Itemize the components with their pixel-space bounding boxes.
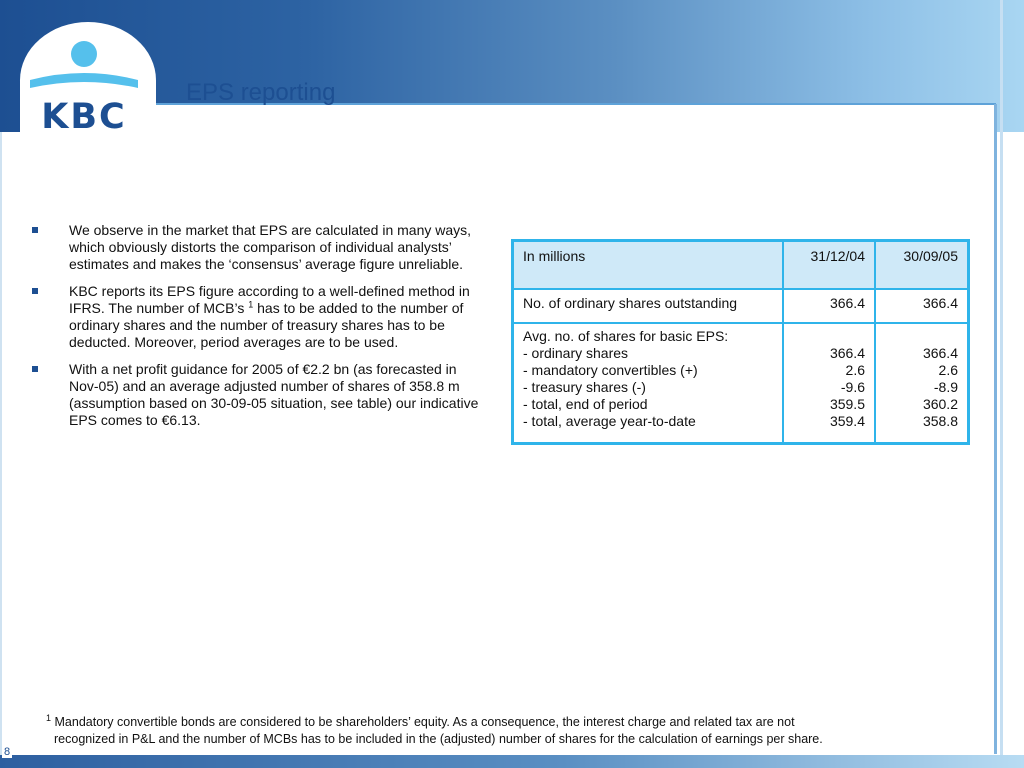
table-cell: 366.4: [783, 289, 875, 323]
row-label: No. of ordinary shares outstanding: [514, 289, 783, 323]
table-cell: -9.6: [840, 379, 865, 395]
bullet-text: With a net profit guidance for 2005 of €2.2 bn (as forecasted in Nov-05) and an average adjusted number of shares of 358.8 m (assumption based on 30-09-05 situation, see table) our indicative EPS comes to €6.13.: [69, 361, 479, 428]
column-header: 31/12/04: [783, 242, 875, 289]
table-cell: [793, 328, 865, 345]
shares-table: [511, 239, 970, 445]
table-cell: 359.4: [829, 413, 865, 429]
bullet-text: KBC reports its EPS figure according to a well-defined method in IFRS. The number of MCB’s: [69, 283, 470, 316]
bullet-item: [30, 283, 480, 351]
footnote: [46, 714, 946, 748]
page-number: 8: [4, 746, 11, 758]
row-label: Avg. no. of shares for basic EPS:: [523, 328, 729, 344]
bullet-square-icon: [32, 288, 38, 294]
bullet-item: [30, 361, 480, 429]
row-label: - ordinary shares: [523, 345, 629, 361]
row-label: - mandatory convertibles (+): [523, 362, 698, 378]
frame-line-outer: [1000, 0, 1003, 756]
column-header: 30/09/05: [875, 242, 967, 289]
table-cell: 366.4: [922, 345, 958, 361]
bullet-item: [30, 222, 480, 273]
footnote-text: recognized in P&L and the number of MCBs has to be included in the (adjusted) number of shares for the calculation of earnings per share.: [54, 732, 823, 746]
table-cell: [885, 328, 958, 345]
table-cell: 360.2: [922, 396, 958, 412]
footnote-marker: 1: [46, 712, 52, 723]
bullet-square-icon: [32, 227, 38, 233]
table-row: [514, 323, 967, 442]
table-cell: 358.8: [922, 413, 958, 429]
logo-arms: [30, 73, 138, 88]
bullet-square-icon: [32, 366, 38, 372]
footnote-text: Mandatory convertible bonds are considered to be shareholders’ equity. As a consequence, the interest charge and related tax are not: [54, 715, 795, 729]
title-area: [156, 104, 996, 132]
shares-table-grid: [514, 242, 967, 442]
bullet-list: [30, 222, 480, 439]
table-cell: 2.6: [845, 362, 865, 378]
table-row: [514, 289, 967, 323]
footnote-reference: 1: [248, 299, 254, 310]
footer-band: [0, 755, 1024, 768]
table-cell: 366.4: [829, 345, 865, 361]
table-cell-block: [783, 323, 875, 442]
table-cell: -8.9: [933, 379, 958, 395]
page-title: EPS reporting: [186, 79, 336, 106]
logo-head: [71, 41, 97, 67]
logo-text: KBC: [41, 97, 127, 136]
table-cell-block: [875, 323, 967, 442]
row-label-block: [514, 323, 783, 442]
frame-line-right: [994, 104, 997, 754]
column-header: In millions: [514, 242, 783, 289]
frame-line-left: [0, 132, 2, 756]
table-cell: 2.6: [938, 362, 958, 378]
kbc-logo: [24, 40, 144, 136]
table-cell: 366.4: [875, 289, 967, 323]
table-cell: 359.5: [829, 396, 865, 412]
row-label: - total, end of period: [523, 396, 648, 412]
row-label: - total, average year-to-date: [523, 413, 696, 429]
table-header-row: [514, 242, 967, 289]
row-label: - treasury shares (-): [523, 379, 646, 395]
bullet-text: We observe in the market that EPS are calculated in many ways, which obviously distorts the comparison of individual analysts’ estimates and makes the ‘consensus’ average figure unreliable.: [69, 222, 472, 272]
bullet-text: has to be added to the number of ordinary shares and the number of treasury shares has to be deducted. Moreover, period averages are to be used.: [69, 300, 464, 350]
